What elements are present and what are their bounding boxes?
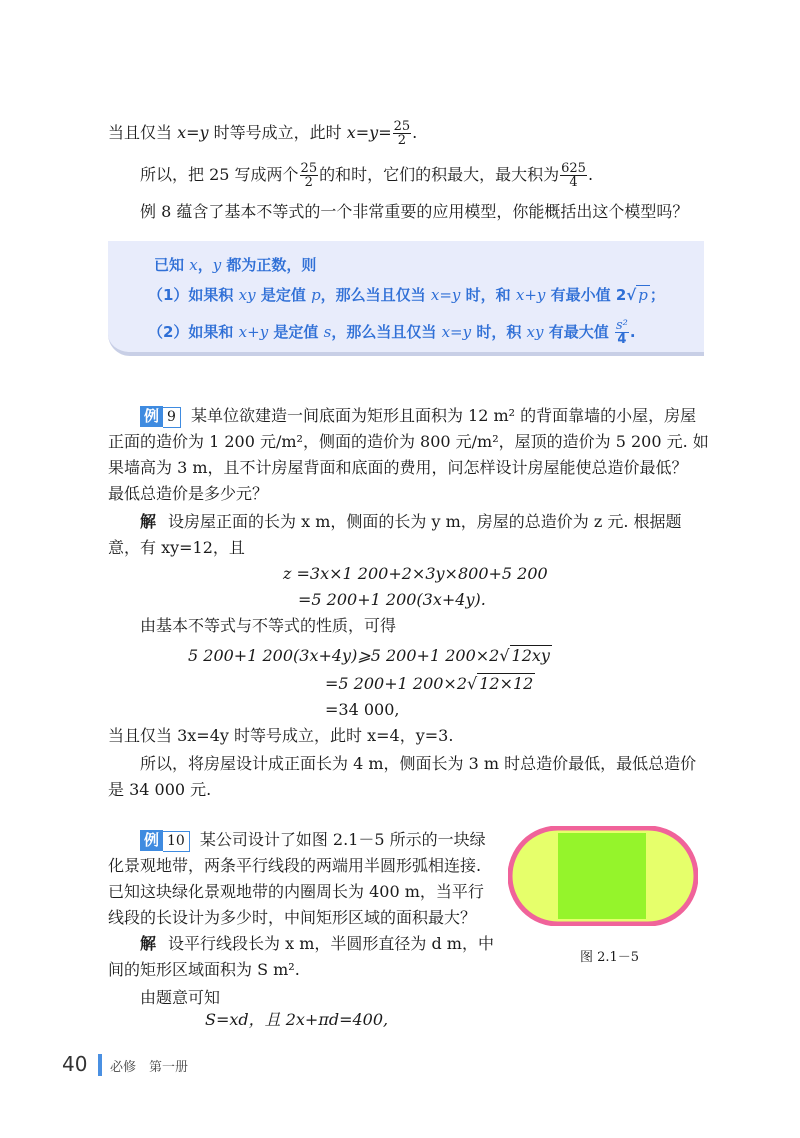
example-9-line-2: 正面的造价为 1 200 元/m²，侧面的造价为 800 元/m²，屋顶的造价为 5 200 元. 如 — [108, 432, 709, 451]
fraction: $\frac{625}{4}$ — [561, 161, 586, 190]
example-tag: 例 — [140, 830, 163, 851]
top-line-2: 所以，把 25 写成两个 $\frac{25}{2}$ 的和时，它们的积最大，最大积为 $\frac{625}{4}$ . — [140, 161, 594, 190]
solution-9-line-5: 所以，将房屋设计成正面长为 4 m，侧面长为 3 m 时总造价最低，最低总造价 — [140, 754, 697, 773]
solution-9-line-2: 意，有 xy=12，且 — [108, 538, 245, 557]
box-line-1: 已知 x，y 都为正数，则 — [154, 256, 317, 274]
example-10-line-3: 已知这块绿化景观地带的内圈周长为 400 m，当平行 — [108, 882, 484, 901]
example-9-line-3: 果墙高为 3 m，且不计房屋背面和底面的费用，问怎样设计房屋能使总造价最低？ — [108, 458, 688, 477]
footer-divider — [98, 1054, 102, 1076]
equation-3: 5 200+1 200(3x+4y)⩾5 200+1 200×2√ 12xy — [188, 646, 550, 665]
example-number: 9 — [163, 407, 181, 428]
equation-2: =5 200+1 200(3x+4y). — [298, 590, 486, 609]
top-line-3: 例 8 蕴含了基本不等式的一个非常重要的应用模型，你能概括出这个模型吗？ — [140, 202, 689, 221]
box-line-3: （2）如果和 x+y 是定值 s，那么当且仅当 x=y 时，积 xy 有最大值 $\frac{\text{s²}}{4}$ . — [148, 318, 636, 347]
equation-4: =5 200+1 200×2√ 12×12 — [325, 674, 534, 693]
example-number: 10 — [163, 831, 190, 852]
example-10-line-2: 化景观地带，两条平行线段的两端用半圆形弧相连接. — [108, 856, 482, 875]
solution-10-line-2: 间的矩形区域面积为 S m². — [108, 960, 300, 979]
equation-5: =34 000, — [325, 700, 400, 719]
box-line-2: （1）如果积 xy 是定值 p，那么当且仅当 x=y 时，和 x+y 有最小值 2√ p ； — [148, 286, 665, 304]
equation-s: S=xd，且 2x+πd=400, — [205, 1010, 389, 1029]
page-number: 40 — [62, 1052, 88, 1076]
center-rectangle — [558, 833, 646, 919]
solution-9-line-1: 解 设房屋正面的长为 x m，侧面的长为 y m，房屋的总造价为 z 元. 根据题 — [140, 512, 682, 531]
solution-label: 解 — [140, 934, 157, 953]
solution-9-line-3: 由基本不等式与不等式的性质，可得 — [140, 616, 397, 635]
fraction: $\frac{\text{s²}}{4}$ — [615, 318, 628, 347]
example-10-line-1: 例 10 某公司设计了如图 2.1－5 所示的一块绿 — [140, 830, 486, 852]
equation-1: z =3x×1 200+2×3y×800+5 200 — [283, 564, 548, 583]
fraction: $\frac{25}{2}$ — [393, 119, 411, 148]
solution-9-line-4: 当且仅当 3x=4y 时等号成立，此时 x=4，y=3. — [108, 726, 454, 745]
fraction: $\frac{25}{2}$ — [300, 161, 318, 190]
stadium-figure — [508, 826, 698, 926]
example-9-line-4: 最低总造价是多少元？ — [108, 484, 269, 503]
solution-10-line-1: 解 设平行线段长为 x m，半圆形直径为 d m，中 — [140, 934, 494, 953]
solution-label: 解 — [140, 512, 157, 531]
top-line-1: 当且仅当 x=y 时等号成立，此时 x=y= $\frac{25}{2}$ . — [108, 119, 418, 148]
example-tag: 例 — [140, 406, 163, 427]
book-title: 必修 第一册 — [110, 1060, 189, 1075]
solution-10-line-3: 由题意可知 — [140, 988, 221, 1007]
example-10-line-4: 线段的长设计为多少时，中间矩形区域的面积最大？ — [108, 908, 477, 927]
solution-9-line-6: 是 34 000 元. — [108, 780, 212, 799]
figure-caption: 图 2.1－5 — [580, 950, 640, 965]
summary-box — [108, 241, 704, 356]
example-9-line-1: 例 9 某单位欲建造一间底面为矩形且面积为 12 m² 的背面靠墙的小屋，房屋 — [140, 406, 696, 428]
